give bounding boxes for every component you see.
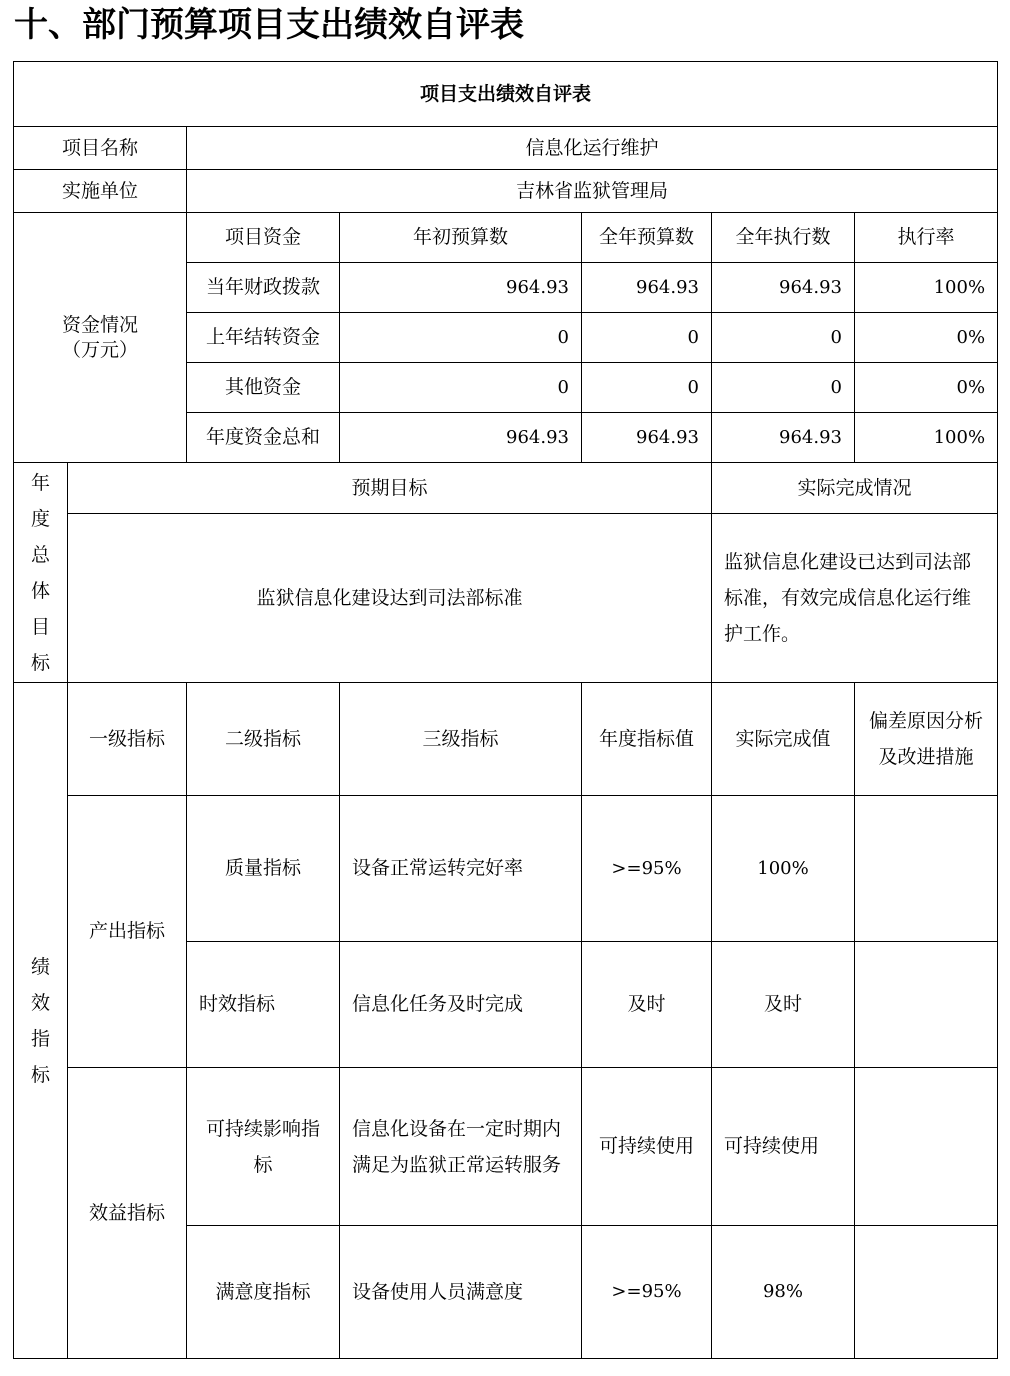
funds-annual: 0 [582,313,712,363]
level1-indicator: 效益指标 [68,1068,187,1359]
indicator-row [14,796,998,942]
actual-result-header: 实际完成情况 [712,463,998,514]
actual-value: 可持续使用 [712,1068,855,1226]
level3-indicator: 信息化任务及时完成 [340,942,582,1068]
funds-rate: 0% [855,363,998,413]
target-value: 及时 [582,942,712,1068]
funds-header-cell: 执行率 [855,213,998,263]
level3-indicator: 设备正常运转完好率 [340,796,582,942]
funds-executed: 964.93 [712,263,855,313]
funds-initial: 0 [340,363,582,413]
funds-executed: 964.93 [712,413,855,463]
funds-rate: 0% [855,313,998,363]
level3-indicator: 设备使用人员满意度 [340,1226,582,1359]
unit-label: 实施单位 [14,170,187,213]
funds-executed: 0 [712,363,855,413]
level2-indicator: 可持续影响指标 [187,1068,340,1226]
funds-row-name: 年度资金总和 [187,413,340,463]
funds-rate: 100% [855,413,998,463]
level2-indicator: 质量指标 [187,796,340,942]
deviation-analysis [855,796,998,942]
annual-goal-label: 年度总体目标 [14,463,68,683]
actual-value: 及时 [712,942,855,1068]
indicator-header-cell: 二级指标 [187,683,340,796]
indicator-header-cell: 年度指标值 [582,683,712,796]
level3-indicator: 信息化设备在一定时期内满足为监狱正常运转服务 [340,1068,582,1226]
target-value: >=95% [582,796,712,942]
deviation-analysis [855,942,998,1068]
actual-value: 100% [712,796,855,942]
funds-annual: 964.93 [582,263,712,313]
funds-row-name: 当年财政拨款 [187,263,340,313]
indicator-header-cell: 实际完成值 [712,683,855,796]
funds-initial: 964.93 [340,413,582,463]
project-name-label: 项目名称 [14,127,187,170]
expected-goal-header: 预期目标 [68,463,712,514]
indicator-header-cell: 三级指标 [340,683,582,796]
funds-row-name: 上年结转资金 [187,313,340,363]
page-heading: 十、部门预算项目支出绩效自评表 [14,5,524,45]
level2-indicator: 满意度指标 [187,1226,340,1359]
indicator-row [14,1068,998,1226]
performance-indicators-label: 绩效指标 [14,683,68,1359]
project-name-value: 信息化运行维护 [187,127,998,170]
deviation-analysis [855,1226,998,1359]
funds-header-cell: 年初预算数 [340,213,582,263]
funds-initial: 0 [340,313,582,363]
deviation-analysis [855,1068,998,1226]
funds-annual: 964.93 [582,413,712,463]
actual-result-text: 监狱信息化建设已达到司法部标准，有效完成信息化运行维护工作。 [712,514,998,683]
funds-label: 资金情况 （万元） [14,213,187,463]
indicator-header-cell: 偏差原因分析及改进措施 [855,683,998,796]
funds-row-name: 其他资金 [187,363,340,413]
expected-goal-text: 监狱信息化建设达到司法部标准 [68,514,712,683]
funds-header-cell: 全年预算数 [582,213,712,263]
funds-rate: 100% [855,263,998,313]
indicator-header-cell: 一级指标 [68,683,187,796]
actual-value: 98% [712,1226,855,1359]
unit-value: 吉林省监狱管理局 [187,170,998,213]
target-value: 可持续使用 [582,1068,712,1226]
funds-executed: 0 [712,313,855,363]
funds-initial: 964.93 [340,263,582,313]
level2-indicator: 时效指标 [187,942,340,1068]
performance-evaluation-table [13,61,998,1359]
funds-annual: 0 [582,363,712,413]
level1-indicator: 产出指标 [68,796,187,1068]
target-value: >=95% [582,1226,712,1359]
funds-header-cell: 项目资金 [187,213,340,263]
table-title: 项目支出绩效自评表 [14,62,998,127]
funds-header-cell: 全年执行数 [712,213,855,263]
